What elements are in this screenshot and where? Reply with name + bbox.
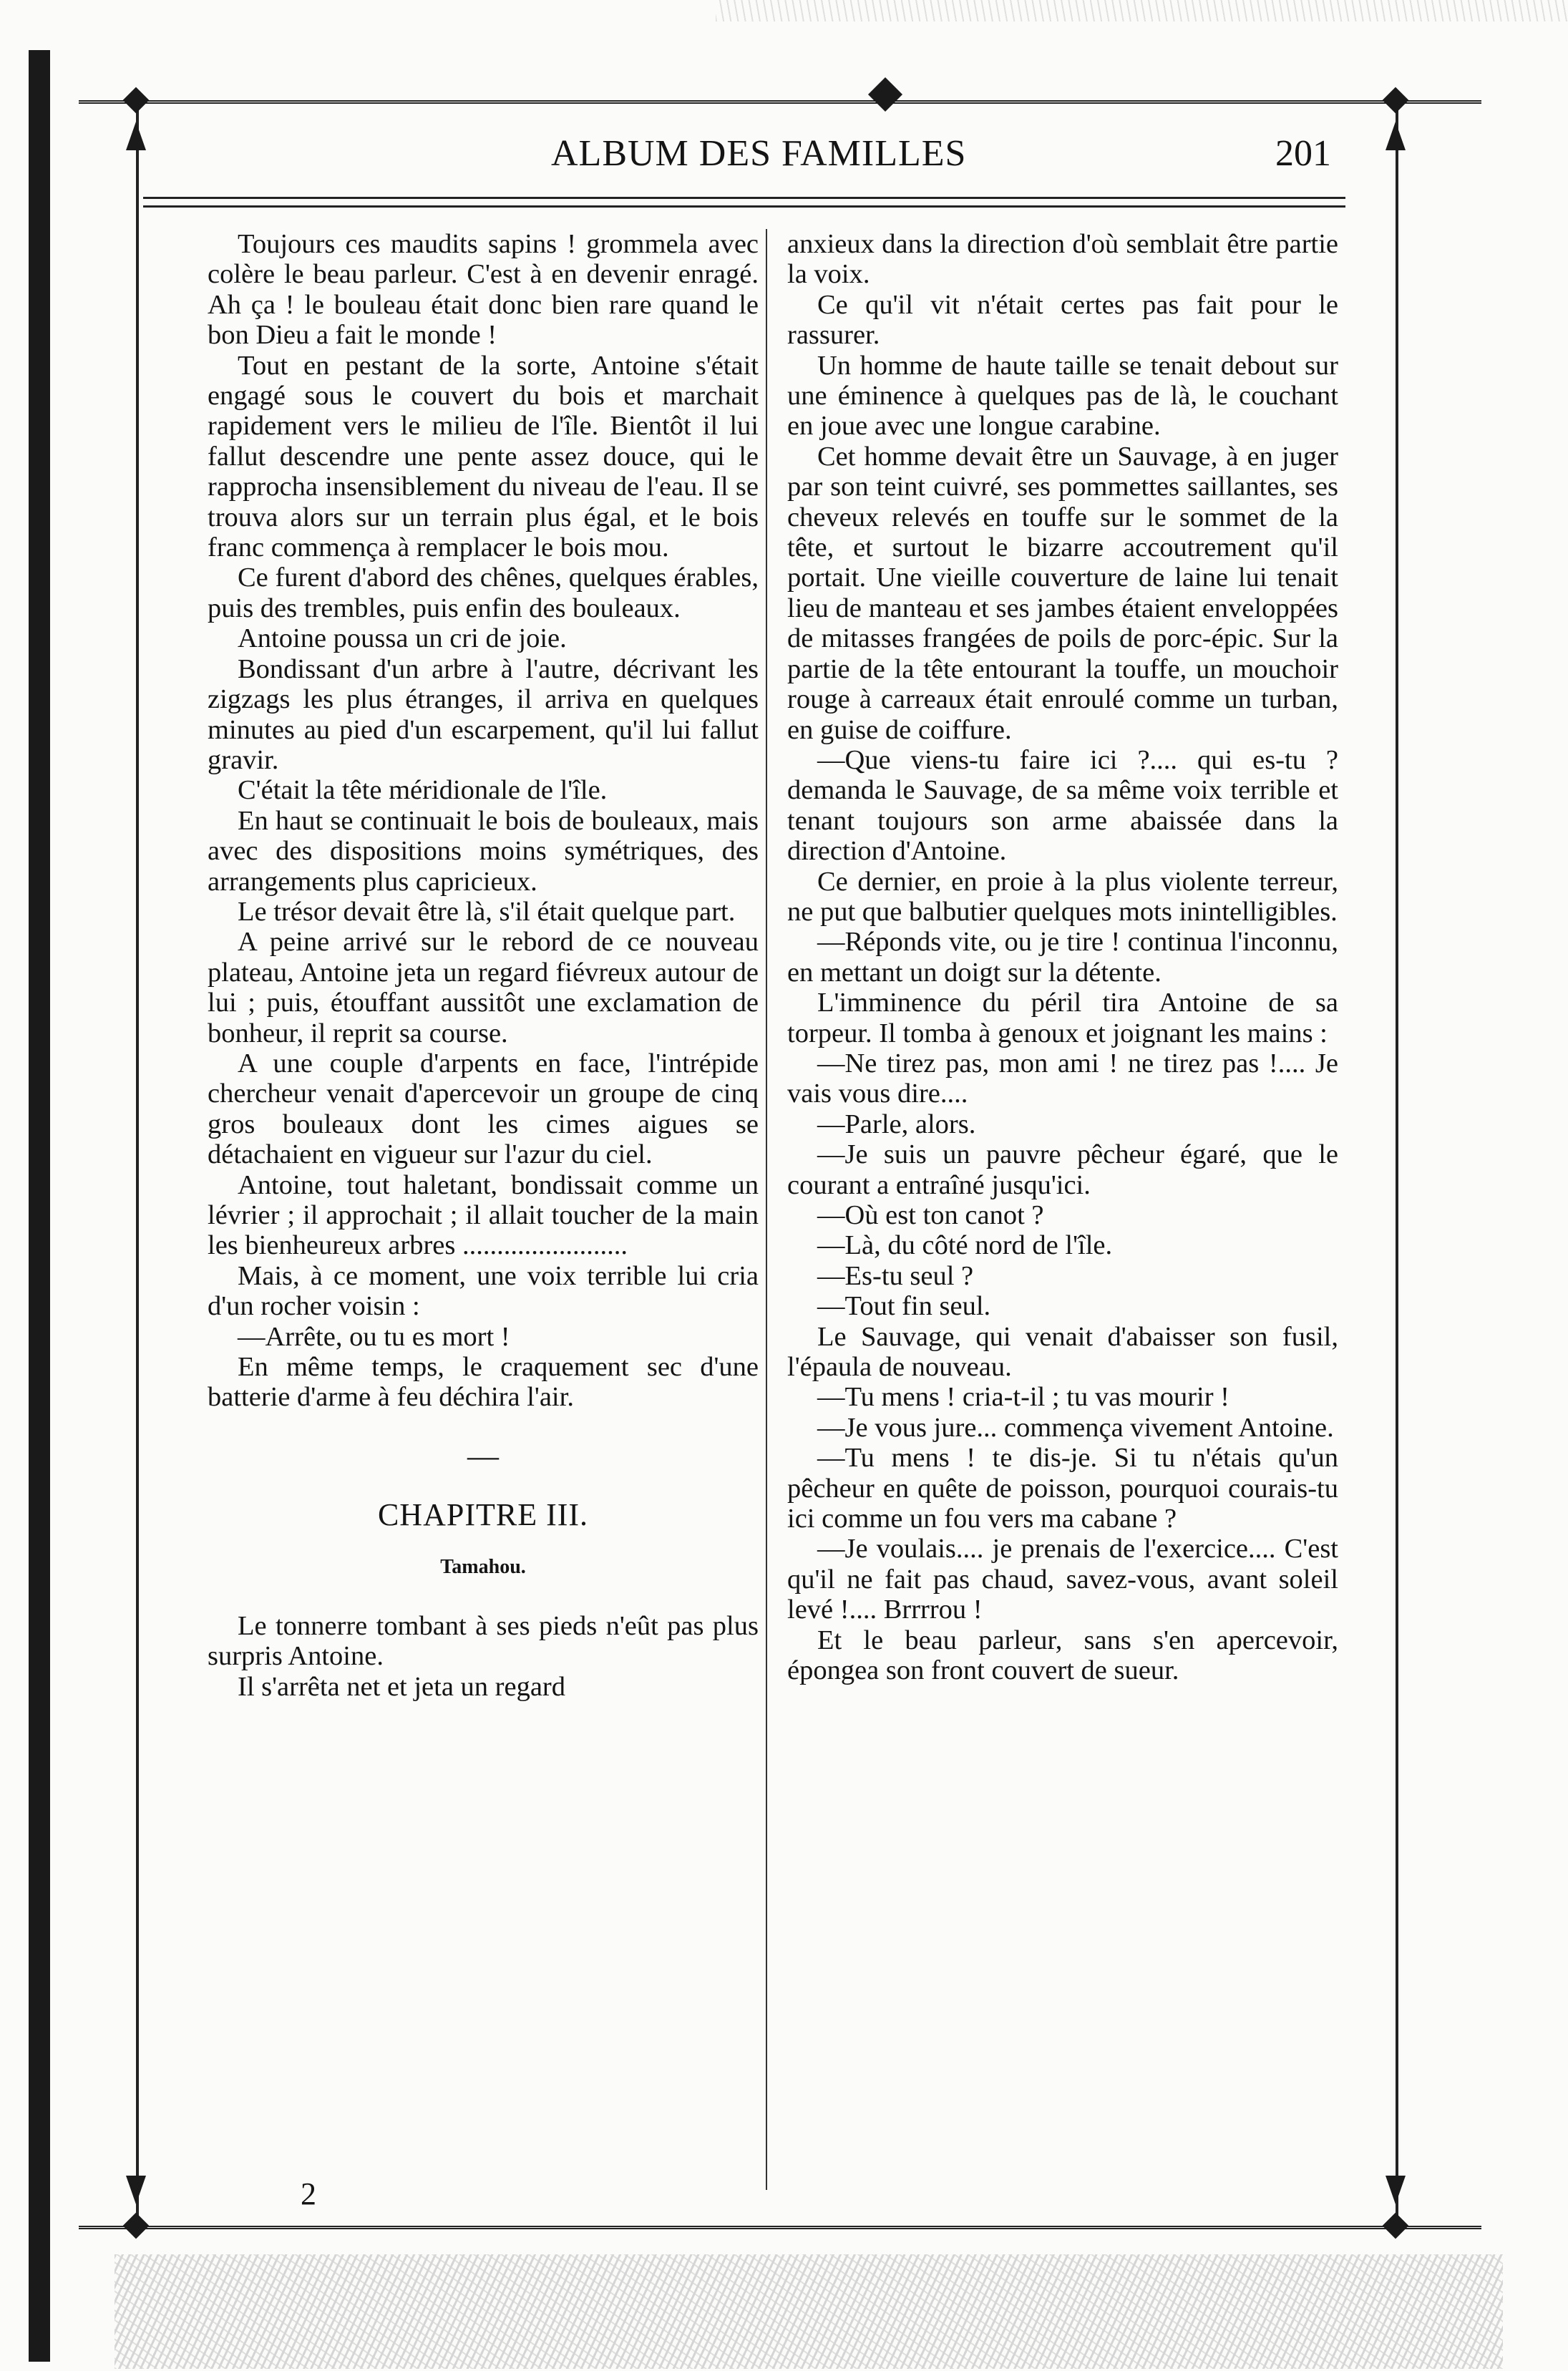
corner-ornament-top-right xyxy=(1383,87,1409,114)
paragraph: —Je suis un pauvre pêcheur égaré, que le courant a entraîné jusqu'ici. xyxy=(787,1139,1338,1200)
paragraph: Tout en pestant de la sorte, Antoine s'était engagé sous le couvert du bois et marchait rapidement vers le milieu de l'île. Bientôt il lui fallut descendre une pente assez douce, qui le rapprocha insensiblement du niveau de l'eau. Il se trouva alors sur un terrain plus égal, et le bois franc commença à remplacer le bois mou. xyxy=(208,350,759,563)
paragraph: —Réponds vite, ou je tire ! continua l'inconnu, en mettant un doigt sur la détente. xyxy=(787,927,1338,988)
paragraph: Ce qu'il vit n'était certes pas fait pour le rassurer. xyxy=(787,289,1338,351)
arrow-ornament-left-bottom xyxy=(126,2176,146,2204)
paragraph: Et le beau parleur, sans s'en apercevoir, épongea son front couvert de sueur. xyxy=(787,1625,1338,1686)
paragraph: Antoine, tout haletant, bondissait comme un lévrier ; il approchait ; il allait toucher de la main les bienheureux arbres ........................ xyxy=(208,1169,759,1261)
corner-ornament-bottom-left xyxy=(123,2213,150,2239)
paragraph: Antoine poussa un cri de joie. xyxy=(238,623,567,654)
paragraph: —Où est ton canot ? xyxy=(817,1200,1044,1230)
page-number: 201 xyxy=(1275,133,1331,174)
arrow-ornament-right-top xyxy=(1386,122,1406,150)
paragraph: —Ne tirez pas, mon ami ! ne tirez pas !.... Je vais vous dire.... xyxy=(787,1048,1338,1109)
chapter-subtitle: Tamahou. xyxy=(440,1555,526,1578)
top-border-rule xyxy=(79,100,1481,104)
paragraph: Mais, à ce moment, une voix terrible lui cria d'un rocher voisin : xyxy=(208,1260,759,1322)
paragraph: Le tonnerre tombant à ses pieds n'eût pas plus surpris Antoine. xyxy=(208,1611,759,1672)
paragraph: —Je voulais.... je prenais de l'exercice.... C'est qu'il ne fait pas chaud, savez-vous, avant soleil levé !.... Brrrrou ! xyxy=(787,1534,1338,1625)
right-column xyxy=(787,229,1338,1686)
chapter-separator: — xyxy=(467,1438,499,1474)
paragraph: —Es-tu seul ? xyxy=(817,1260,974,1291)
paragraph: —Je vous jure... commença vivement Antoine. xyxy=(817,1412,1334,1443)
scan-noise-top xyxy=(716,0,1567,21)
column-divider xyxy=(766,229,767,2190)
running-header xyxy=(143,132,1345,190)
left-border-rule xyxy=(136,107,139,2219)
paragraph: —Tu mens ! te dis-je. Si tu n'étais qu'un pêcheur en quête de poisson, pourquoi courais-tu ici comme un fou vers ma cabane ? xyxy=(787,1443,1338,1534)
paragraph: —Tout fin seul. xyxy=(817,1291,991,1322)
paragraph: L'imminence du péril tira Antoine de sa torpeur. Il tomba à genoux et joignant les mains : xyxy=(787,988,1338,1048)
arrow-ornament-right-bottom xyxy=(1386,2176,1406,2204)
left-column xyxy=(208,229,759,1702)
chapter-title: CHAPITRE III. xyxy=(377,1497,589,1533)
paragraph: Un homme de haute taille se tenait debout sur une éminence à quelques pas de là, le couchant en joue avec une longue carabine. xyxy=(787,350,1338,442)
paragraph: Le Sauvage, qui venait d'abaisser son fusil, l'épaula de nouveau. xyxy=(787,1321,1338,1383)
paragraph: —Que viens-tu faire ici ?.... qui es-tu ? demanda le Sauvage, de sa même voix terrible et tenant toujours son arme abaissée dans la direction d'Antoine. xyxy=(787,744,1338,867)
right-border-rule xyxy=(1396,107,1398,2219)
paragraph: —Tu mens ! cria-t-il ; tu vas mourir ! xyxy=(817,1382,1229,1413)
header-rule-1 xyxy=(143,197,1345,199)
paragraph: Ce dernier, en proie à la plus violente terreur, ne put que balbutier quelques mots inintelligibles. xyxy=(787,866,1338,927)
paragraph-continuation: anxieux dans la direction d'où semblait être partie la voix. xyxy=(787,229,1338,290)
paragraph: —Arrête, ou tu es mort ! xyxy=(238,1321,510,1352)
scan-noise-bottom xyxy=(115,2254,1503,2369)
paragraph: C'était la tête méridionale de l'île. xyxy=(238,775,608,806)
paragraph: Ce furent d'abord des chênes, quelques érables, puis des trembles, puis enfin des bouleaux. xyxy=(208,563,759,623)
paragraph: Il s'arrêta net et jeta un regard xyxy=(238,1671,565,1702)
paragraph: Bondissant d'un arbre à l'autre, décrivant les zigzags les plus étranges, il arriva en quelques minutes au pied d'un escarpement, qu'il lui fallut gravir. xyxy=(208,653,759,775)
paragraph: A une couple d'arpents en face, l'intrépide chercheur venait d'apercevoir un groupe de cinq gros bouleaux dont les cimes aigues se détachaient en vigueur sur l'azur du ciel. xyxy=(208,1048,759,1170)
signature-mark: 2 xyxy=(301,2176,316,2211)
top-center-ornament xyxy=(868,77,902,112)
paragraph: En même temps, le craquement sec d'une batterie d'arme à feu déchira l'air. xyxy=(208,1352,759,1413)
paragraph: A peine arrivé sur le rebord de ce nouveau plateau, Antoine jeta un regard fiévreux autour de lui ; puis, étouffant aussitôt une exclamation de bonheur, il reprit sa course. xyxy=(208,927,759,1048)
paragraph: En haut se continuait le bois de bouleaux, mais avec des dispositions moins symétriques, des arrangements plus capricieux. xyxy=(208,805,759,897)
running-title: ALBUM DES FAMILLES xyxy=(551,133,967,174)
corner-ornament-top-left xyxy=(123,87,150,114)
paragraph: —Là, du côté nord de l'île. xyxy=(817,1230,1113,1261)
header-rule-2 xyxy=(143,205,1345,208)
paragraph: —Parle, alors. xyxy=(817,1109,976,1139)
corner-ornament-bottom-right xyxy=(1383,2213,1409,2239)
page-spine xyxy=(29,50,50,2362)
bottom-border-rule xyxy=(79,2226,1481,2229)
paragraph: Le trésor devait être là, s'il était quelque part. xyxy=(238,896,736,927)
paragraph: Toujours ces maudits sapins ! grommela avec colère le beau parleur. C'est à en devenir enragé. Ah ça ! le bouleau était donc bien rare quand le bon Dieu a fait le monde ! xyxy=(208,229,759,351)
paragraph: Cet homme devait être un Sauvage, à en juger par son teint cuivré, ses pommettes saillantes, ses cheveux relevés en touffe sur le sommet de la tête, et surtout le bizarre accoutrement qu'il portait. Une vieille couverture de laine lui tenait lieu de manteau et ses jambes étaient enveloppées de mitasses frangées de poils de porc-épic. Sur la partie de la tête entourant la touffe, un mouchoir rouge à carreaux était enroulé comme un turban, en guise de coiffure. xyxy=(787,441,1338,745)
